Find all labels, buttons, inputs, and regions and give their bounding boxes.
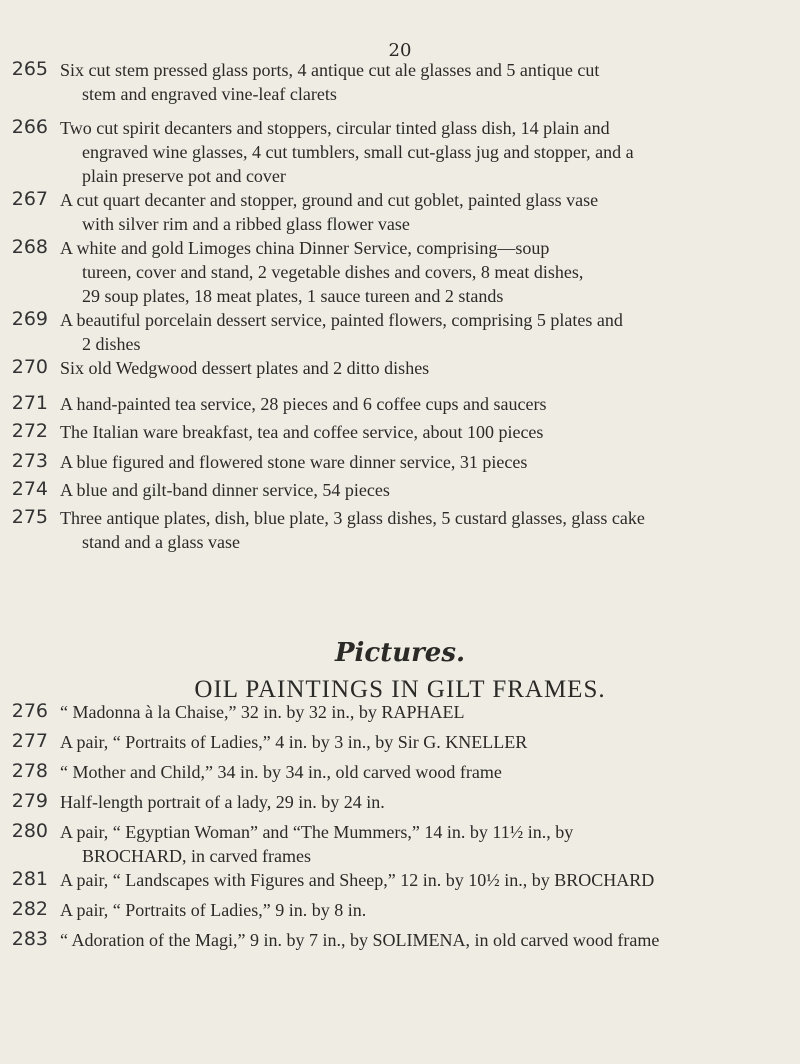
lot-number: 270 [11, 356, 48, 378]
lot-number: 273 [11, 450, 48, 472]
lot-number: 267 [11, 188, 48, 210]
lot-description-line: 29 soup plates, 18 meat plates, 1 sauce tureen and 2 stands [82, 286, 504, 306]
lot-description-line: A pair, “ Landscapes with Figures and Sheep,” 12 in. by 10½ in., by BROCHARD [60, 870, 655, 890]
lot-description [60, 760, 785, 784]
lot-description [60, 450, 785, 474]
lot-description-line: stand and a glass vase [82, 532, 240, 552]
lot-description [60, 700, 785, 724]
lot-description [60, 392, 785, 416]
lot-description [60, 730, 785, 754]
lot-number: 275 [11, 506, 48, 528]
lot-description [60, 790, 785, 814]
lot-description [60, 820, 785, 868]
lot-description [60, 188, 785, 236]
lot-description-line: “ Adoration of the Magi,” 9 in. by 7 in., by SOLIMENA, in old carved wood frame [60, 930, 660, 950]
lot-description-line: “ Madonna à la Chaise,” 32 in. by 32 in., by RAPHAEL [60, 702, 465, 722]
lot-number: 265 [11, 58, 48, 80]
lot-description-line: plain preserve pot and cover [82, 166, 286, 186]
lot-description-line: A cut quart decanter and stopper, ground and cut goblet, painted glass vase [60, 190, 599, 210]
lot-description-line: A pair, “ Egyptian Woman” and “The Mummers,” 14 in. by 11½ in., by [60, 822, 574, 842]
lot-description [60, 506, 785, 554]
lot-number: 282 [11, 898, 48, 920]
lot-number: 272 [11, 420, 48, 442]
lot-description-line: tureen, cover and stand, 2 vegetable dishes and covers, 8 meat dishes, [82, 262, 584, 282]
lot-number: 280 [11, 820, 48, 842]
lot-number: 279 [11, 790, 48, 812]
lot-description-line: A blue figured and flowered stone ware dinner service, 31 pieces [60, 452, 528, 472]
lot-description-line: A pair, “ Portraits of Ladies,” 9 in. by 8 in. [60, 900, 367, 920]
lot-number: 269 [11, 308, 48, 330]
lot-number: 278 [11, 760, 48, 782]
lot-number: 274 [11, 478, 48, 500]
lot-description [60, 356, 785, 380]
lot-description [60, 308, 785, 356]
lot-description-line: Six old Wedgwood dessert plates and 2 ditto dishes [60, 358, 430, 378]
lot-description-line: The Italian ware breakfast, tea and coffee service, about 100 pieces [60, 422, 544, 442]
lot-number: 266 [11, 116, 48, 138]
lot-number: 268 [11, 236, 48, 258]
lot-description-line: Two cut spirit decanters and stoppers, circular tinted glass dish, 14 plain and [60, 118, 610, 138]
lot-description-line: A beautiful porcelain dessert service, painted flowers, comprising 5 plates and [60, 310, 623, 330]
lot-description-line: Six cut stem pressed glass ports, 4 antique cut ale glasses and 5 antique cut [60, 60, 600, 80]
lot-description [60, 478, 785, 502]
lot-description [60, 58, 785, 106]
lot-description-line: stem and engraved vine-leaf clarets [82, 84, 337, 104]
lot-description [60, 420, 785, 444]
section-subtitle: OIL PAINTINGS IN GILT FRAMES. [194, 676, 606, 703]
section-title: Pictures. [334, 638, 466, 668]
lot-description-line: “ Mother and Child,” 34 in. by 34 in., old carved wood frame [60, 762, 502, 782]
lot-description [60, 236, 785, 308]
lot-number: 283 [11, 928, 48, 950]
lot-description-line: A pair, “ Portraits of Ladies,” 4 in. by 3 in., by Sir G. KNELLER [60, 732, 528, 752]
lot-description-line: BROCHARD, in carved frames [82, 846, 311, 866]
lot-description-line: engraved wine glasses, 4 cut tumblers, small cut-glass jug and stopper, and a [82, 142, 634, 162]
lot-description-line: with silver rim and a ribbed glass flower vase [82, 214, 410, 234]
lot-number: 281 [11, 868, 48, 890]
lot-description [60, 898, 785, 922]
lot-description-line: A hand-painted tea service, 28 pieces and 6 coffee cups and saucers [60, 394, 547, 414]
lot-number: 271 [11, 392, 48, 414]
lot-number: 276 [11, 700, 48, 722]
lot-description [60, 928, 785, 952]
lot-description-line: A white and gold Limoges china Dinner Service, comprising—soup [60, 238, 550, 258]
lot-description [60, 868, 785, 892]
lot-description [60, 116, 785, 188]
lot-description-line: A blue and gilt-band dinner service, 54 pieces [60, 480, 390, 500]
page-number: 20 [388, 40, 412, 61]
lot-description-line: Half-length portrait of a lady, 29 in. by 24 in. [60, 792, 385, 812]
lot-description-line: 2 dishes [82, 334, 141, 354]
lot-number: 277 [11, 730, 48, 752]
lot-description-line: Three antique plates, dish, blue plate, 3 glass dishes, 5 custard glasses, glass cake [60, 508, 645, 528]
